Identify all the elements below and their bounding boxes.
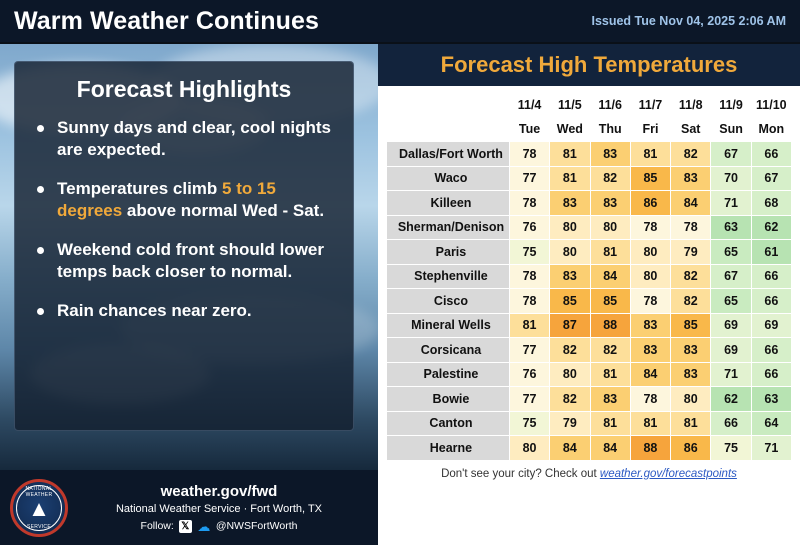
table-row — [387, 411, 792, 436]
temperature-cell: 85 — [550, 289, 590, 314]
temperature-cell: 83 — [671, 362, 711, 387]
header-bar — [0, 0, 800, 44]
temperature-cell: 81 — [630, 411, 670, 436]
table-row — [387, 436, 792, 461]
temperature-cell: 69 — [751, 313, 791, 338]
highlight-bullet — [31, 178, 337, 222]
temperature-cell: 84 — [671, 191, 711, 216]
forecast-table-head — [387, 93, 792, 142]
day-header-cell: Fri — [630, 117, 670, 142]
temperature-cell: 81 — [550, 166, 590, 191]
temperature-cell: 66 — [711, 411, 751, 436]
table-row — [387, 215, 792, 240]
temperature-cell: 66 — [751, 264, 791, 289]
day-header-row — [387, 117, 792, 142]
forecast-header — [378, 44, 800, 86]
table-row — [387, 362, 792, 387]
temperature-cell: 83 — [590, 191, 630, 216]
city-name-cell: Killeen — [387, 191, 510, 216]
temperature-cell: 69 — [711, 313, 751, 338]
temperature-cell: 80 — [671, 387, 711, 412]
table-row — [387, 240, 792, 265]
temperature-cell: 83 — [550, 264, 590, 289]
temperature-cell: 69 — [711, 338, 751, 363]
highlight-bullet — [31, 300, 337, 322]
day-header-cell: Sat — [671, 117, 711, 142]
logo-bird-icon: ▲ — [28, 495, 50, 521]
temperature-cell: 87 — [550, 313, 590, 338]
logo-top-text: NATIONAL WEATHER — [25, 485, 53, 498]
table-row — [387, 191, 792, 216]
day-header-cell: Sun — [711, 117, 751, 142]
temperature-cell: 77 — [509, 387, 549, 412]
table-row — [387, 166, 792, 191]
temperature-cell: 83 — [671, 338, 711, 363]
city-name-cell: Cisco — [387, 289, 510, 314]
date-header-cell: 11/10 — [751, 93, 791, 118]
temperature-cell: 78 — [509, 191, 549, 216]
temperature-cell: 82 — [671, 289, 711, 314]
temperature-cell: 83 — [671, 166, 711, 191]
city-name-cell: Hearne — [387, 436, 510, 461]
highlight-bullet — [31, 239, 337, 283]
city-name-cell: Corsicana — [387, 338, 510, 363]
bullet-text: Weekend cold front should lower temps back closer to normal. — [57, 240, 324, 281]
city-name-cell: Dallas/Fort Worth — [387, 142, 510, 167]
temperature-cell: 64 — [751, 411, 791, 436]
temperature-cell: 82 — [671, 264, 711, 289]
temperature-cell: 75 — [509, 240, 549, 265]
temperature-cell: 65 — [711, 289, 751, 314]
temperature-cell: 67 — [711, 142, 751, 167]
website-url[interactable]: weather.gov/fwd — [160, 482, 278, 500]
temperature-cell: 83 — [630, 338, 670, 363]
table-row — [387, 338, 792, 363]
footnote-text: Don't see your city? Check out — [441, 467, 600, 480]
temperature-cell: 63 — [711, 215, 751, 240]
temperature-cell: 85 — [630, 166, 670, 191]
office-name: National Weather Service · Fort Worth, TX — [115, 502, 323, 515]
forecast-table-body — [387, 142, 792, 461]
date-header-cell: 11/8 — [671, 93, 711, 118]
temperature-cell: 67 — [711, 264, 751, 289]
city-name-cell: Bowie — [387, 387, 510, 412]
temperature-cell: 85 — [671, 313, 711, 338]
temperature-cell: 79 — [550, 411, 590, 436]
temperature-cell: 78 — [671, 215, 711, 240]
temperature-cell: 82 — [550, 338, 590, 363]
temperature-cell: 78 — [509, 289, 549, 314]
temperature-cell: 81 — [590, 362, 630, 387]
temperature-cell: 63 — [751, 387, 791, 412]
temperature-cell: 82 — [590, 166, 630, 191]
highlights-list — [31, 117, 337, 322]
temperature-cell: 80 — [630, 264, 670, 289]
follow-label: Follow: — [140, 520, 174, 532]
temperature-cell: 80 — [590, 215, 630, 240]
city-name-cell: Sherman/Denison — [387, 215, 510, 240]
footer-bar — [0, 470, 378, 545]
temperature-cell: 86 — [671, 436, 711, 461]
temperature-cell: 77 — [509, 338, 549, 363]
temperature-cell: 61 — [751, 240, 791, 265]
temperature-cell: 81 — [671, 411, 711, 436]
bullet-text-tail: above normal Wed - Sat. — [122, 201, 325, 220]
table-row — [387, 142, 792, 167]
highlights-box — [14, 61, 354, 431]
day-header-cell: Tue — [509, 117, 549, 142]
issued-timestamp: Issued Tue Nov 04, 2025 2:06 AM — [591, 14, 786, 28]
temperature-cell: 88 — [630, 436, 670, 461]
city-name-cell: Mineral Wells — [387, 313, 510, 338]
temperature-cell: 80 — [630, 240, 670, 265]
table-row — [387, 289, 792, 314]
temperature-cell: 77 — [509, 166, 549, 191]
page-title: Warm Weather Continues — [14, 6, 320, 35]
table-row — [387, 264, 792, 289]
temperature-cell: 66 — [751, 142, 791, 167]
temperature-cell: 88 — [590, 313, 630, 338]
highlights-title: Forecast Highlights — [76, 76, 292, 102]
temperature-cell: 81 — [550, 142, 590, 167]
temperature-cell: 83 — [550, 191, 590, 216]
temperature-cell: 75 — [711, 436, 751, 461]
forecast-footnote — [386, 468, 792, 480]
date-header-cell: 11/4 — [509, 93, 549, 118]
date-header-cell: 11/7 — [630, 93, 670, 118]
temperature-cell: 78 — [630, 215, 670, 240]
temperature-cell: 66 — [751, 338, 791, 363]
temperature-cell: 71 — [711, 362, 751, 387]
temperature-cell: 70 — [711, 166, 751, 191]
date-header-cell: 11/6 — [590, 93, 630, 118]
logo-bottom-text: SERVICE — [27, 523, 51, 530]
forecast-title: Forecast High Temperatures — [440, 52, 738, 77]
city-name-cell: Waco — [387, 166, 510, 191]
temperature-cell: 71 — [711, 191, 751, 216]
date-header-row — [387, 93, 792, 118]
table-corner — [387, 117, 510, 142]
day-header-cell: Mon — [751, 117, 791, 142]
temperature-cell: 78 — [509, 264, 549, 289]
temperature-cell: 78 — [630, 387, 670, 412]
temperature-cell: 83 — [630, 313, 670, 338]
highlight-bullet — [31, 117, 337, 161]
follow-row — [68, 520, 370, 533]
temperature-cell: 82 — [550, 387, 590, 412]
temperature-cell: 86 — [630, 191, 670, 216]
temperature-cell: 67 — [751, 166, 791, 191]
bullet-text: Sunny days and clear, cool nights are expected. — [57, 118, 331, 159]
temperature-cell: 81 — [590, 411, 630, 436]
forecast-table-wrap — [378, 86, 800, 480]
temperature-cell: 66 — [751, 289, 791, 314]
temperature-cell: 76 — [509, 215, 549, 240]
temperature-cell: 82 — [590, 338, 630, 363]
city-name-cell: Paris — [387, 240, 510, 265]
highlights-panel — [0, 44, 378, 470]
temperature-cell: 84 — [590, 436, 630, 461]
temperature-cell: 71 — [751, 436, 791, 461]
temperature-cell: 62 — [711, 387, 751, 412]
temperature-cell: 80 — [550, 362, 590, 387]
bullet-highlight-text: 5 to 15 degrees — [57, 179, 276, 220]
date-header-cell: 11/5 — [550, 93, 590, 118]
table-row — [387, 387, 792, 412]
temperature-cell: 81 — [590, 240, 630, 265]
day-header-cell: Thu — [590, 117, 630, 142]
x-twitter-icon[interactable]: 𝕏 — [179, 520, 192, 533]
temperature-cell: 84 — [590, 264, 630, 289]
temperature-cell: 83 — [590, 387, 630, 412]
forecast-panel — [378, 44, 800, 545]
date-header-cell: 11/9 — [711, 93, 751, 118]
temperature-cell: 84 — [550, 436, 590, 461]
temperature-cell: 85 — [590, 289, 630, 314]
temperature-cell: 81 — [509, 313, 549, 338]
table-corner — [387, 93, 510, 118]
bluesky-icon[interactable]: ☁ — [197, 518, 211, 534]
social-handle[interactable]: @NWSFortWorth — [215, 520, 298, 532]
temperature-cell: 82 — [671, 142, 711, 167]
bullet-text: Temperatures climb — [57, 179, 223, 198]
temperature-cell: 80 — [550, 240, 590, 265]
footer-text-block — [68, 483, 378, 533]
temperature-cell: 80 — [509, 436, 549, 461]
temperature-cell: 66 — [751, 362, 791, 387]
city-name-cell: Canton — [387, 411, 510, 436]
temperature-cell: 78 — [630, 289, 670, 314]
table-row — [387, 313, 792, 338]
temperature-cell: 83 — [590, 142, 630, 167]
city-name-cell: Palestine — [387, 362, 510, 387]
forecast-points-link[interactable]: weather.gov/forecastpoints — [599, 467, 737, 480]
temperature-cell: 80 — [550, 215, 590, 240]
temperature-cell: 76 — [509, 362, 549, 387]
day-header-cell: Wed — [550, 117, 590, 142]
temperature-cell: 68 — [751, 191, 791, 216]
temperature-cell: 62 — [751, 215, 791, 240]
temperature-cell: 81 — [630, 142, 670, 167]
forecast-table — [386, 92, 792, 461]
temperature-cell: 78 — [509, 142, 549, 167]
temperature-cell: 79 — [671, 240, 711, 265]
temperature-cell: 75 — [509, 411, 549, 436]
temperature-cell: 65 — [711, 240, 751, 265]
city-name-cell: Stephenville — [387, 264, 510, 289]
bullet-text: Rain chances near zero. — [57, 301, 252, 320]
nws-logo-icon — [10, 479, 68, 537]
temperature-cell: 84 — [630, 362, 670, 387]
